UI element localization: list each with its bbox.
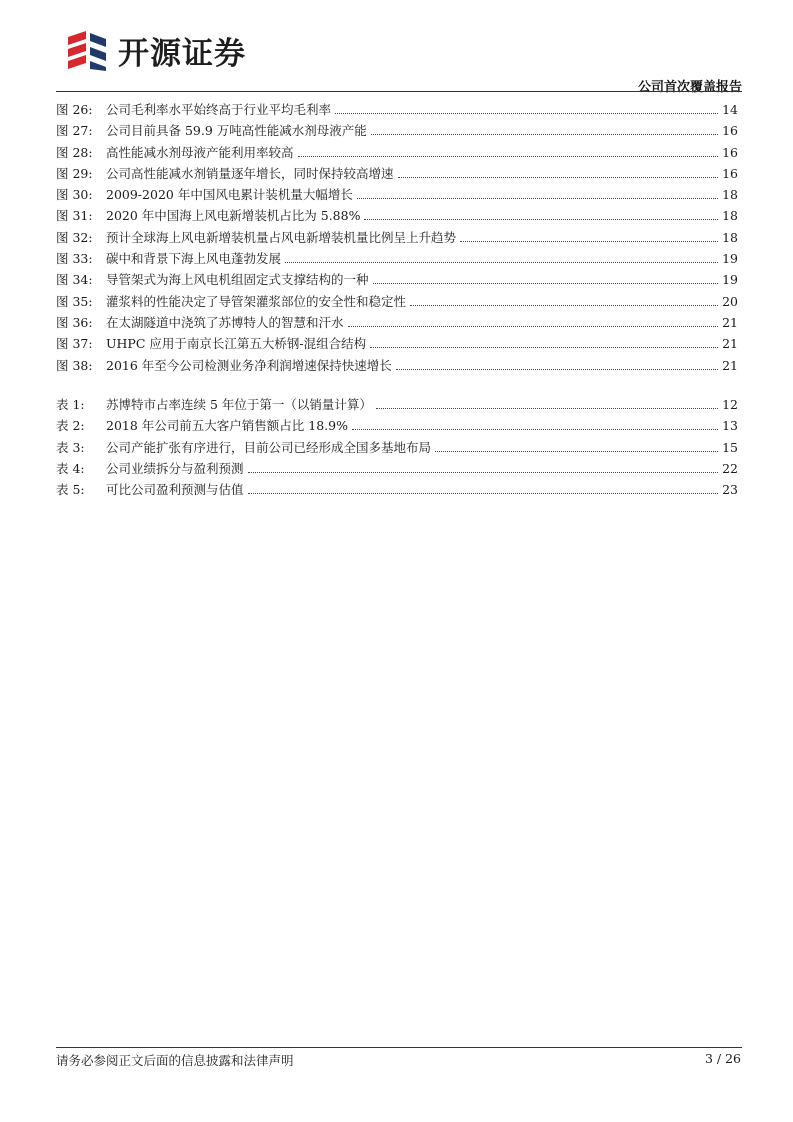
figure-page-number: 18 xyxy=(722,208,738,224)
logo-mark-icon xyxy=(64,27,110,73)
figure-title: 公司毛利率水平始终高于行业平均毛利率 xyxy=(106,102,332,117)
figure-entry[interactable] xyxy=(56,334,738,355)
figure-label: 图 28: xyxy=(56,144,93,160)
table-entry[interactable] xyxy=(56,438,738,459)
figure-title: UHPC 应用于南京长江第五大桥钢-混组合结构 xyxy=(106,336,367,352)
dot-leader xyxy=(396,369,718,370)
figure-page-number: 21 xyxy=(722,357,738,373)
table-entry[interactable] xyxy=(56,480,738,501)
figure-label: 图 26: xyxy=(56,102,93,117)
table-entry[interactable] xyxy=(56,395,738,416)
figure-label: 图 32: xyxy=(56,229,93,245)
figure-page-number: 16 xyxy=(722,144,738,160)
figure-page-number: 20 xyxy=(722,293,738,309)
figure-label: 图 27: xyxy=(56,123,93,139)
figure-page-number: 21 xyxy=(722,314,738,330)
page-header xyxy=(56,22,742,95)
figure-label: 图 33: xyxy=(56,251,93,267)
figure-entry[interactable] xyxy=(56,356,738,377)
brand-logo xyxy=(64,26,246,74)
figure-entry[interactable] xyxy=(56,164,738,185)
figure-entry[interactable] xyxy=(56,313,738,334)
dot-leader xyxy=(364,219,718,220)
table-label: 表 4: xyxy=(56,460,85,476)
figure-title: 公司目前具备 59.9 万吨高性能减水剂母液产能 xyxy=(106,123,367,139)
figure-page-number: 18 xyxy=(722,229,738,245)
table-label: 表 1: xyxy=(56,397,85,412)
figure-title: 2020 年中国海上风电新增装机占比为 5.88% xyxy=(106,208,361,224)
table-label: 表 3: xyxy=(56,439,85,455)
dot-leader xyxy=(398,177,718,178)
figure-page-number: 16 xyxy=(722,165,738,181)
dot-leader xyxy=(371,134,718,135)
table-page-number: 22 xyxy=(722,460,738,476)
table-title: 公司产能扩张有序进行，目前公司已经形成全国多基地布局 xyxy=(106,439,432,455)
dot-leader xyxy=(357,198,718,199)
figure-entry[interactable] xyxy=(56,249,738,270)
dot-leader xyxy=(373,283,718,284)
table-label: 表 2: xyxy=(56,418,85,434)
figure-label: 图 38: xyxy=(56,357,93,373)
table-title: 2018 年公司前五大客户销售额占比 18.9% xyxy=(106,418,348,434)
figure-entry[interactable] xyxy=(56,100,738,121)
report-type-label: 公司首次覆盖报告 xyxy=(637,80,742,95)
figure-title: 公司高性能减水剂销量逐年增长，同时保持较高增速 xyxy=(106,165,394,181)
dot-leader xyxy=(298,156,718,157)
figure-page-number: 16 xyxy=(722,123,738,139)
footer-disclaimer: 请务必参阅正文后面的信息披露和法律声明 xyxy=(56,1053,294,1068)
figure-entry[interactable] xyxy=(56,143,738,164)
dot-leader xyxy=(348,326,718,327)
figure-page-number: 14 xyxy=(722,102,738,117)
dot-leader xyxy=(352,429,718,430)
figure-title: 2016 年至今公司检测业务净利润增速保持快速增长 xyxy=(106,357,392,373)
dot-leader xyxy=(376,408,718,409)
figure-title: 碳中和背景下海上风电蓬勃发展 xyxy=(106,251,282,267)
figure-entry[interactable] xyxy=(56,185,738,206)
figure-label: 图 29: xyxy=(56,165,93,181)
table-entry[interactable] xyxy=(56,459,738,480)
figure-page-number: 21 xyxy=(722,336,738,352)
figure-page-number: 18 xyxy=(722,187,738,203)
table-page-number: 13 xyxy=(722,418,738,434)
footer-divider xyxy=(56,1047,742,1048)
figure-entry[interactable] xyxy=(56,228,738,249)
table-page-number: 23 xyxy=(722,482,738,498)
dot-leader xyxy=(248,493,718,494)
figure-label: 图 34: xyxy=(56,272,93,288)
table-title: 公司业绩拆分与盈利预测 xyxy=(106,460,244,476)
figure-list xyxy=(56,100,738,377)
figure-page-number: 19 xyxy=(722,272,738,288)
table-title: 可比公司盈利预测与估值 xyxy=(106,482,244,498)
dot-leader xyxy=(285,262,718,263)
dot-leader xyxy=(460,241,718,242)
figure-label: 图 31: xyxy=(56,208,93,224)
figure-label: 图 30: xyxy=(56,187,93,203)
figure-label: 图 36: xyxy=(56,314,93,330)
brand-name: 开源证券 xyxy=(118,35,246,72)
dot-leader xyxy=(410,305,718,306)
figure-title: 在太湖隧道中浇筑了苏博特人的智慧和汗水 xyxy=(106,314,344,330)
table-title: 苏博特市占率连续 5 年位于第一（以销量计算） xyxy=(106,397,372,412)
header-divider xyxy=(56,91,742,92)
table-label: 表 5: xyxy=(56,482,85,498)
dot-leader xyxy=(335,113,718,114)
figure-title: 高性能减水剂母液产能利用率较高 xyxy=(106,144,294,160)
figure-title: 2009-2020 年中国风电累计装机量大幅增长 xyxy=(106,187,353,203)
figure-title: 预计全球海上风电新增装机量占风电新增装机量比例呈上升趋势 xyxy=(106,229,457,245)
figure-page-number: 19 xyxy=(722,251,738,267)
dot-leader xyxy=(248,472,718,473)
figure-label: 图 37: xyxy=(56,336,93,352)
table-page-number: 12 xyxy=(722,397,738,412)
table-list xyxy=(56,395,738,501)
page-number: 3 / 26 xyxy=(704,1051,741,1066)
dot-leader xyxy=(435,451,718,452)
table-page-number: 15 xyxy=(722,439,738,455)
figure-title: 导管架式为海上风电机组固定式支撑结构的一种 xyxy=(106,272,369,288)
figure-entry[interactable] xyxy=(56,292,738,313)
figure-entry[interactable] xyxy=(56,270,738,291)
figure-entry[interactable] xyxy=(56,206,738,227)
table-entry[interactable] xyxy=(56,416,738,437)
dot-leader xyxy=(370,347,718,348)
figure-title: 灌浆料的性能决定了导管架灌浆部位的安全性和稳定性 xyxy=(106,293,407,309)
figure-entry[interactable] xyxy=(56,121,738,142)
figure-label: 图 35: xyxy=(56,293,93,309)
